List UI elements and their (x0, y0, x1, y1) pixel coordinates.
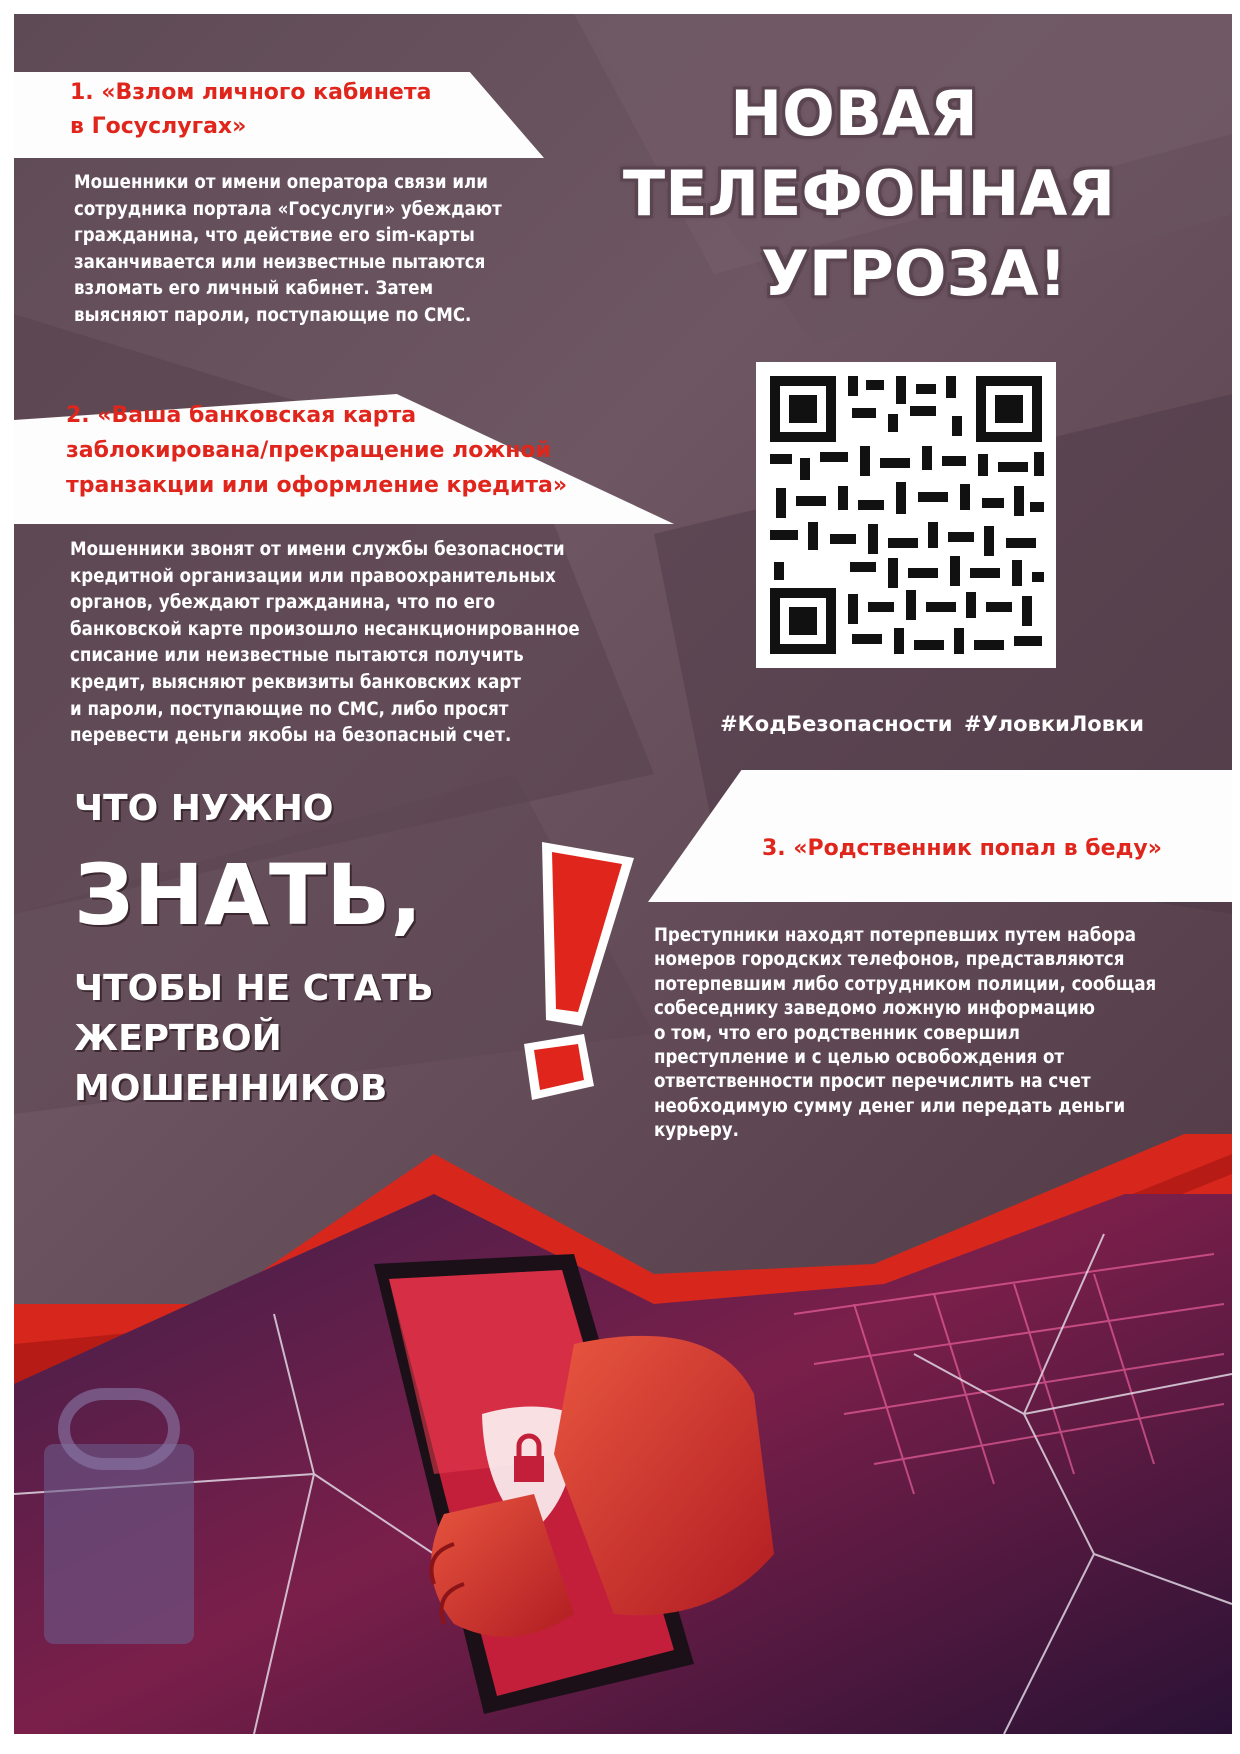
exclamation-icon (502, 834, 642, 1114)
section-2-heading: 2. «Ваша банковская карта заблокирована/прекращение ложной транзакции или оформление кредита» (66, 403, 568, 498)
warning-line-2: ЗНАТЬ, (74, 846, 423, 944)
warning-line-1: ЧТО НУЖНО (74, 788, 334, 829)
warning-line-3: ЧТОБЫ НЕ СТАТЬ ЖЕРТВОЙ МОШЕННИКОВ (74, 968, 434, 1109)
phone-hacking-illustration (14, 1194, 1232, 1734)
section-1-heading: 1. «Взлом личного кабинета в Госуслугах» (70, 80, 432, 139)
hashtag-tricks[interactable]: #УловкиЛовки (964, 712, 1144, 736)
qr-code[interactable] (756, 362, 1056, 668)
poster (14, 14, 1232, 1734)
title-line-3: УГРОЗА! (761, 237, 1067, 310)
section-1-body: Мошенники от имени оператора связи или сотрудника портала «Госуслуги» убеждают гражданина, что действие его sim-карты заканчивается или неизвестные пытаются взломать его личный кабинет. Затем выясняют пароли, поступающие по СМС. (74, 172, 502, 326)
title-line-2: ТЕЛЕФОННАЯ (622, 157, 1116, 230)
title-line-1: НОВАЯ (730, 77, 978, 150)
section-3-heading: 3. «Родственник попал в беду» (762, 836, 1162, 861)
section-3-body: Преступники находят потерпевших путем набора номеров городских телефонов, представляются потерпевшим либо сотрудником полиции, сообщая собеседнику заведомо ложную информацию о том, что его родственник совершил преступление и с целью освобождения от ответственности просит перечислить на счет необходимую сумму денег или передать деньги курьеру. (654, 925, 1157, 1142)
section-2-body: Мошенники звонят от имени службы безопасности кредитной организации или правоохранительных органов, убеждают гражданина, что по его банковской карте произошло несанкционированное списание или неизвестные пытаются получить кредит, выясняют реквизиты банковских карт и пароли, поступающие по СМС, либо просят перевести деньги якобы на безопасный счет. (70, 539, 580, 747)
qr-code-icon (756, 362, 1056, 668)
hashtag-security-code[interactable]: #КодБезопасности (720, 712, 953, 736)
